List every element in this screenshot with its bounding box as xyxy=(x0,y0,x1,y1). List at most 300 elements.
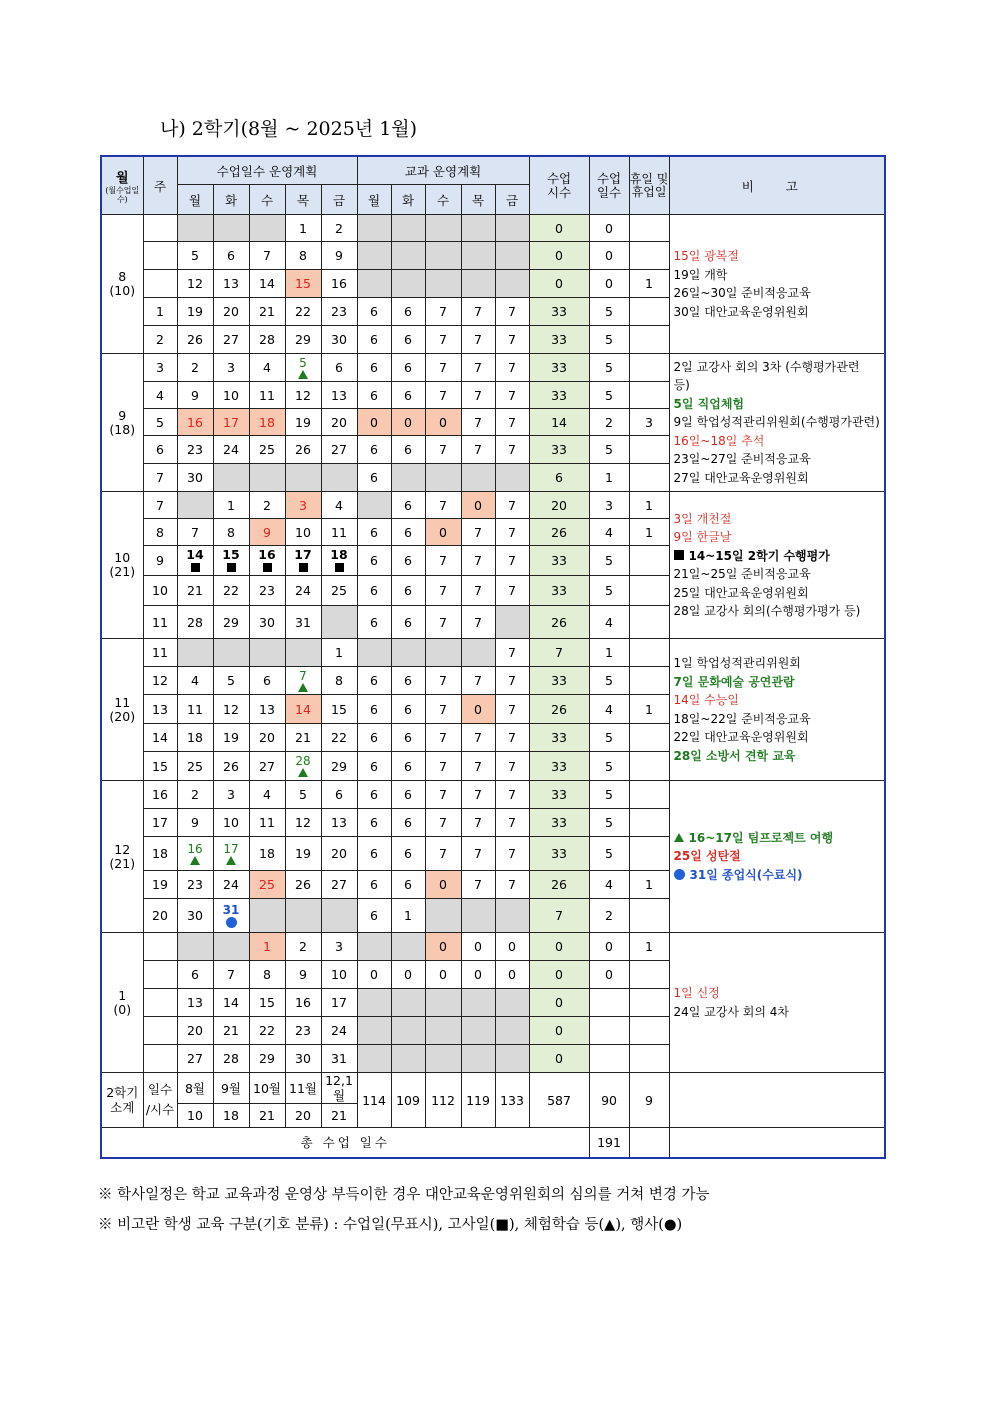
hours-cell xyxy=(425,1045,461,1073)
class-days-cell: 5 xyxy=(589,809,629,837)
days-header: 수업일수 xyxy=(589,156,629,215)
day-cell xyxy=(321,667,357,695)
day-cell xyxy=(285,961,321,989)
day-cell xyxy=(285,989,321,1017)
total-note-blank xyxy=(669,1128,885,1158)
day-number: 13 xyxy=(223,276,239,291)
week-row xyxy=(101,354,885,382)
holiday-cell xyxy=(629,724,669,752)
day-cell xyxy=(213,1045,249,1073)
day-cell xyxy=(213,576,249,606)
day-number: 23 xyxy=(295,1023,311,1038)
day-cell xyxy=(249,270,285,298)
month-header: 월 (월수업일수) xyxy=(101,156,143,215)
month-label: 9 xyxy=(118,407,127,423)
hours-cell: 6 xyxy=(357,298,391,326)
triangle-icon xyxy=(298,370,308,379)
day-cell xyxy=(249,695,285,724)
day-cell xyxy=(213,382,249,409)
week-number: 7 xyxy=(143,492,177,519)
hours-cell: 6 xyxy=(391,781,425,809)
day-number: 21 xyxy=(187,583,203,598)
subtotal-hours: 133 xyxy=(495,1073,529,1128)
day-cell xyxy=(249,242,285,270)
day-cell xyxy=(285,382,321,409)
day-number: 4 xyxy=(263,360,271,375)
day-number: 12 xyxy=(295,387,311,403)
day-cell xyxy=(213,519,249,546)
note-line xyxy=(674,866,880,885)
hours-cell xyxy=(461,215,495,242)
day-cell xyxy=(321,1017,357,1045)
circle-icon xyxy=(226,917,237,928)
hours-cell: 7 xyxy=(461,546,495,576)
day-number: 31 xyxy=(295,614,311,630)
total-hours-cell: 20 xyxy=(529,492,589,519)
class-days-cell: 5 xyxy=(589,837,629,871)
total-hours-cell: 26 xyxy=(529,606,589,639)
day-cell xyxy=(249,837,285,871)
subtotal-holidays: 9 xyxy=(629,1073,669,1128)
hours-cell xyxy=(391,464,425,492)
hours-cell: 0 xyxy=(425,933,461,961)
week-number xyxy=(143,933,177,961)
week-number: 13 xyxy=(143,695,177,724)
week-number xyxy=(143,242,177,270)
subtotal-hours: 114 xyxy=(357,1073,391,1128)
hours-cell xyxy=(357,492,391,519)
week-number: 14 xyxy=(143,724,177,752)
total-hours-cell: 33 xyxy=(529,298,589,326)
note-line xyxy=(674,469,880,488)
week-number: 19 xyxy=(143,871,177,899)
note-line xyxy=(674,1003,880,1022)
day-cell xyxy=(177,576,213,606)
day-number: 10 xyxy=(295,524,311,540)
note-line xyxy=(674,432,880,451)
day-number: 24 xyxy=(331,1023,347,1038)
holiday-cell xyxy=(629,242,669,270)
day-cell xyxy=(321,809,357,837)
holiday-cell: 1 xyxy=(629,933,669,961)
day-cell xyxy=(285,1017,321,1045)
day-cell xyxy=(177,242,213,270)
note-text: 19일 개학 xyxy=(673,267,728,282)
total-hours-cell: 14 xyxy=(529,409,589,436)
day-number: 13 xyxy=(259,701,275,717)
month-count: (21) xyxy=(109,855,136,871)
hours-cell xyxy=(357,215,391,242)
day-cell xyxy=(285,409,321,436)
week-number: 9 xyxy=(143,546,177,576)
note-line xyxy=(674,984,880,1003)
holiday-cell xyxy=(629,809,669,837)
hours-cell xyxy=(357,933,391,961)
hours-cell xyxy=(391,989,425,1017)
hours-cell: 0 xyxy=(391,961,425,989)
hours-cell: 7 xyxy=(461,667,495,695)
schedule-table xyxy=(100,155,886,1159)
day-number: 16 xyxy=(258,547,276,562)
note-line xyxy=(674,450,880,469)
day-cell xyxy=(177,933,213,961)
hours-cell xyxy=(391,639,425,667)
class-days-cell xyxy=(589,989,629,1017)
day-cell xyxy=(285,809,321,837)
holiday-cell xyxy=(629,899,669,933)
page-title: 나) 2학기(8월 ~ 2025년 1월) xyxy=(160,118,418,140)
hours-cell xyxy=(425,270,461,298)
day-cell xyxy=(213,781,249,809)
hours-cell xyxy=(425,899,461,933)
hours-cell: 6 xyxy=(357,606,391,639)
total-hours-cell: 26 xyxy=(529,519,589,546)
week-row xyxy=(101,492,885,519)
hours-cell: 0 xyxy=(495,933,529,961)
hours-cell: 6 xyxy=(391,436,425,464)
total-hours-cell: 33 xyxy=(529,837,589,871)
day-number: 16 xyxy=(331,276,347,291)
hours-cell: 6 xyxy=(357,809,391,837)
day-number: 19 xyxy=(295,846,311,861)
note-line xyxy=(674,602,880,621)
hours-cell: 7 xyxy=(425,436,461,464)
day-cell xyxy=(285,695,321,724)
day-cell xyxy=(321,933,357,961)
day-number: 10 xyxy=(331,967,347,982)
day-cell xyxy=(285,781,321,809)
day-cell xyxy=(213,989,249,1017)
class-days-cell: 4 xyxy=(589,695,629,724)
hours-cell: 7 xyxy=(461,752,495,781)
hours-cell: 7 xyxy=(461,871,495,899)
circle-icon xyxy=(674,869,685,880)
square-icon xyxy=(263,563,272,572)
hours-cell: 7 xyxy=(461,354,495,382)
day-number: 22 xyxy=(223,583,239,598)
subtotal-row xyxy=(101,1073,885,1104)
day-number: 21 xyxy=(295,730,311,745)
weekday-header: 화 xyxy=(213,185,249,215)
day-number: 9 xyxy=(299,967,307,982)
week-number: 1 xyxy=(143,298,177,326)
note-line xyxy=(674,829,880,848)
day-cell xyxy=(213,1017,249,1045)
day-cell xyxy=(213,899,249,933)
total-hours-cell: 33 xyxy=(529,752,589,781)
hours-cell: 0 xyxy=(425,871,461,899)
total-hours-cell: 33 xyxy=(529,667,589,695)
day-number: 20 xyxy=(331,414,347,430)
weekday-header: 목 xyxy=(461,185,495,215)
month-count: (21) xyxy=(109,564,136,579)
day-cell xyxy=(177,519,213,546)
weekday-header: 월 xyxy=(177,185,213,215)
day-number: 19 xyxy=(223,730,239,745)
day-cell xyxy=(213,724,249,752)
class-days-cell: 0 xyxy=(589,242,629,270)
hours-cell: 7 xyxy=(461,837,495,871)
day-cell xyxy=(177,409,213,436)
day-cell xyxy=(285,464,321,492)
note-text: 18일~22일 준비적응교육 xyxy=(673,711,811,726)
day-number: 30 xyxy=(187,470,203,485)
week-header: 주 xyxy=(143,156,177,215)
day-number: 26 xyxy=(223,758,239,774)
day-number: 6 xyxy=(263,673,271,688)
hours-cell xyxy=(391,1017,425,1045)
total-hours-cell: 33 xyxy=(529,576,589,606)
hours-cell: 7 xyxy=(461,298,495,326)
total-value: 191 xyxy=(589,1128,629,1158)
class-days-cell: 5 xyxy=(589,667,629,695)
day-cell xyxy=(177,837,213,871)
weekday-header: 월 xyxy=(357,185,391,215)
day-number: 8 xyxy=(299,248,307,263)
day-number: 2 xyxy=(335,220,343,236)
week-number: 7 xyxy=(143,464,177,492)
day-number: 29 xyxy=(295,332,311,347)
total-hours-cell: 6 xyxy=(529,464,589,492)
note-text: 24일 교강사 회의 4차 xyxy=(673,1004,790,1019)
holiday-cell: 1 xyxy=(629,871,669,899)
hours-cell xyxy=(495,606,529,639)
day-cell xyxy=(213,464,249,492)
hours-cell: 6 xyxy=(391,492,425,519)
day-number: 7 xyxy=(191,524,199,540)
note-line xyxy=(674,847,880,866)
note-text: 28일 소방서 견학 교육 xyxy=(673,748,796,763)
holiday-cell xyxy=(629,1045,669,1073)
week-number: 20 xyxy=(143,899,177,933)
subtotal-hours: 112 xyxy=(425,1073,461,1128)
class-days-cell: 2 xyxy=(589,899,629,933)
note-line xyxy=(674,395,880,414)
holiday-header: 휴일 및 휴업일 xyxy=(629,156,669,215)
hours-cell: 7 xyxy=(425,326,461,354)
hours-cell: 7 xyxy=(425,752,461,781)
hours-cell: 7 xyxy=(425,492,461,519)
hours-cell: 0 xyxy=(425,519,461,546)
footnote-1: ※ 학사일정은 학교 교육과정 운영상 부득이한 경우 대안교육운영위원회의 심의를 거쳐 변경 가능 xyxy=(98,1187,710,1203)
hours-cell: 6 xyxy=(357,667,391,695)
day-number: 14 xyxy=(295,701,311,717)
week-number xyxy=(143,270,177,298)
hours-cell xyxy=(357,1017,391,1045)
day-number: 9 xyxy=(263,524,271,540)
day-number: 14 xyxy=(259,276,275,291)
hours-cell: 6 xyxy=(357,752,391,781)
day-cell xyxy=(321,409,357,436)
day-number: 5 xyxy=(227,673,235,688)
day-number: 30 xyxy=(331,332,347,347)
footnote-2: ※ 비고란 학생 교육 구분(기호 분류) : 수업일(무표시), 고사일(■), 체험학습 등(▲), 행사(●) xyxy=(98,1217,683,1233)
day-cell xyxy=(249,546,285,576)
holiday-cell xyxy=(629,546,669,576)
hours-cell xyxy=(461,464,495,492)
month-label: 11 xyxy=(114,694,131,710)
day-cell xyxy=(177,298,213,326)
week-number: 11 xyxy=(143,639,177,667)
hours-cell xyxy=(425,464,461,492)
day-cell xyxy=(285,606,321,639)
day-number: 4 xyxy=(263,787,271,802)
day-cell xyxy=(321,546,357,576)
class-days-cell xyxy=(589,1045,629,1073)
day-cell xyxy=(285,576,321,606)
day-number: 22 xyxy=(331,730,347,745)
day-cell xyxy=(321,382,357,409)
hours-header: 수업시수 xyxy=(529,156,589,215)
note-line xyxy=(674,547,880,566)
day-number: 2 xyxy=(263,497,271,513)
day-cell xyxy=(177,899,213,933)
hours-cell xyxy=(495,270,529,298)
triangle-icon xyxy=(298,768,308,777)
hours-cell: 6 xyxy=(357,546,391,576)
holiday-cell xyxy=(629,354,669,382)
day-cell xyxy=(249,871,285,899)
day-number: 25 xyxy=(259,877,275,892)
day-cell xyxy=(285,752,321,781)
day-number: 26 xyxy=(187,332,203,347)
month-cell xyxy=(101,215,143,354)
hours-cell: 0 xyxy=(391,409,425,436)
day-cell xyxy=(285,270,321,298)
class-days-cell: 0 xyxy=(589,961,629,989)
hours-cell: 7 xyxy=(495,752,529,781)
subtotal-total-hours: 587 xyxy=(529,1073,589,1128)
day-number: 7 xyxy=(227,967,235,982)
hours-cell: 7 xyxy=(461,519,495,546)
day-cell xyxy=(213,354,249,382)
hours-cell: 6 xyxy=(357,837,391,871)
day-number: 11 xyxy=(259,387,275,403)
week-number: 11 xyxy=(143,606,177,639)
hours-cell: 6 xyxy=(391,809,425,837)
holiday-cell xyxy=(629,436,669,464)
day-number: 18 xyxy=(259,846,275,861)
hours-cell xyxy=(495,464,529,492)
day-cell xyxy=(249,215,285,242)
week-number: 3 xyxy=(143,354,177,382)
day-number: 7 xyxy=(299,668,307,683)
day-number: 24 xyxy=(223,877,239,892)
day-number: 1 xyxy=(227,497,235,513)
day-number: 13 xyxy=(187,995,203,1010)
hours-cell: 6 xyxy=(391,354,425,382)
subtotal-total-days: 90 xyxy=(589,1073,629,1128)
hours-cell: 6 xyxy=(357,871,391,899)
total-hours-cell: 33 xyxy=(529,724,589,752)
day-cell xyxy=(249,492,285,519)
weekday-header: 금 xyxy=(321,185,357,215)
class-days-cell: 5 xyxy=(589,298,629,326)
holiday-cell xyxy=(629,639,669,667)
hours-cell: 6 xyxy=(391,667,425,695)
day-cell xyxy=(249,1045,285,1073)
class-days-cell: 2 xyxy=(589,409,629,436)
square-icon xyxy=(299,563,308,572)
hours-cell: 7 xyxy=(495,667,529,695)
day-cell xyxy=(285,933,321,961)
week-number: 16 xyxy=(143,781,177,809)
day-cell xyxy=(285,871,321,899)
hours-cell: 6 xyxy=(391,695,425,724)
day-number: 22 xyxy=(295,304,311,319)
hours-cell xyxy=(425,639,461,667)
note-text: 14일 수능일 xyxy=(673,693,739,707)
note-line xyxy=(674,528,880,547)
day-number: 30 xyxy=(295,1051,311,1066)
day-number: 21 xyxy=(223,1023,239,1038)
day-number: 7 xyxy=(263,248,271,263)
day-number: 6 xyxy=(227,248,235,263)
hours-cell xyxy=(461,639,495,667)
day-number: 16 xyxy=(187,414,203,430)
hours-cell: 6 xyxy=(391,837,425,871)
day-number: 17 xyxy=(331,995,347,1010)
note-line xyxy=(674,358,880,377)
day-number: 9 xyxy=(335,248,343,263)
day-number: 27 xyxy=(331,877,347,892)
hours-cell: 7 xyxy=(495,695,529,724)
hours-cell: 7 xyxy=(425,724,461,752)
day-cell xyxy=(321,464,357,492)
week-number xyxy=(143,961,177,989)
day-cell xyxy=(321,639,357,667)
note-line xyxy=(674,747,880,766)
hours-cell: 7 xyxy=(425,382,461,409)
week-number: 6 xyxy=(143,436,177,464)
month-count: (0) xyxy=(113,1001,132,1017)
class-days-cell: 5 xyxy=(589,546,629,576)
hours-cell: 0 xyxy=(357,409,391,436)
day-number: 4 xyxy=(191,673,199,688)
day-cell xyxy=(249,354,285,382)
day-number: 13 xyxy=(331,815,347,830)
week-row xyxy=(101,933,885,961)
day-number: 9 xyxy=(191,815,199,830)
day-number: 25 xyxy=(331,583,347,598)
hours-cell: 7 xyxy=(495,576,529,606)
hours-cell xyxy=(391,242,425,270)
hours-cell: 7 xyxy=(495,837,529,871)
day-cell xyxy=(249,326,285,354)
week-number: 4 xyxy=(143,382,177,409)
day-cell xyxy=(177,871,213,899)
hours-cell: 6 xyxy=(357,899,391,933)
hours-cell: 6 xyxy=(391,326,425,354)
day-cell xyxy=(285,667,321,695)
hours-cell: 6 xyxy=(391,724,425,752)
day-number: 27 xyxy=(259,758,275,774)
hours-cell xyxy=(425,242,461,270)
day-cell xyxy=(213,546,249,576)
total-hours-cell: 7 xyxy=(529,899,589,933)
day-cell xyxy=(213,409,249,436)
total-label: 총 수업 일수 xyxy=(101,1128,589,1158)
class-days-cell: 5 xyxy=(589,724,629,752)
day-cell xyxy=(249,809,285,837)
total-hours-cell: 33 xyxy=(529,809,589,837)
day-cell xyxy=(249,382,285,409)
total-hours-cell: 0 xyxy=(529,270,589,298)
week-number: 5 xyxy=(143,409,177,436)
hours-cell xyxy=(391,933,425,961)
day-cell xyxy=(213,639,249,667)
day-number: 1 xyxy=(263,939,271,954)
